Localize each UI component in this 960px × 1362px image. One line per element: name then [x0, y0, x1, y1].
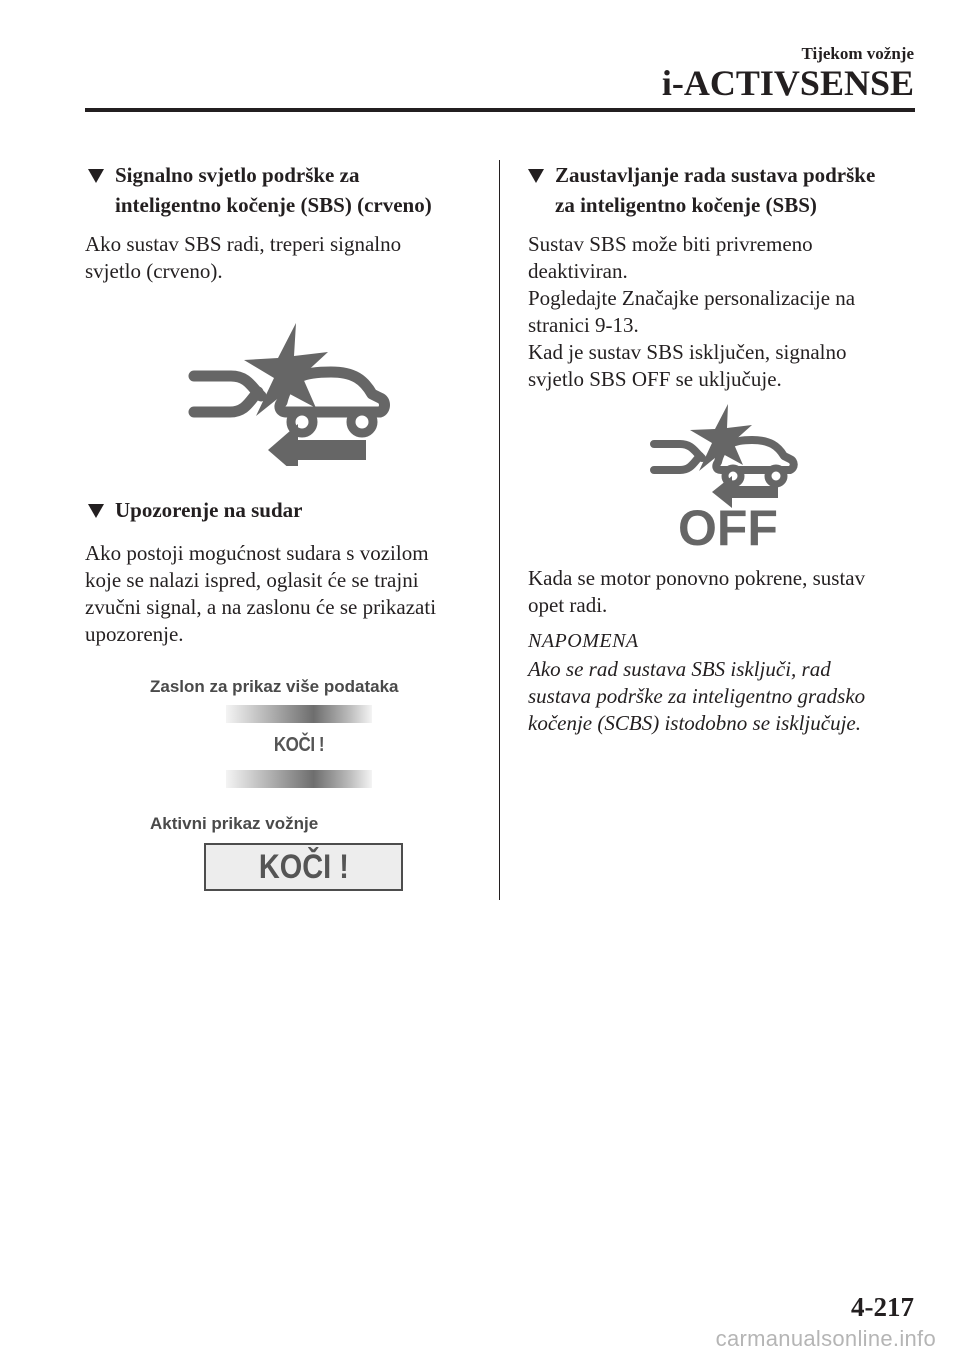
figure-label-active-display: Aktivni prikaz vožnje	[150, 814, 319, 833]
text-line: kočenje (SCBS) istodobno se isključuje.	[528, 711, 861, 735]
text-line: Kada se motor ponovno pokrene, sustav	[528, 566, 866, 590]
heading-collision-warning	[88, 495, 488, 525]
paragraph-sbs-light	[85, 231, 490, 285]
text-line: Ako sustav SBS radi, treperi signalno	[85, 232, 402, 256]
text-line: stranici 9-13.	[528, 313, 639, 337]
off-label: OFF	[678, 500, 778, 550]
sbs-warning-icon	[186, 318, 396, 466]
warning-text-big: KOČI !	[258, 847, 349, 886]
heading-line: Upozorenje na sudar	[115, 498, 303, 522]
note-text	[528, 656, 928, 737]
text-line: Sustav SBS može biti privremeno	[528, 232, 813, 256]
text-line: Ako se rad sustava SBS isključi, rad	[528, 657, 831, 681]
column-divider	[499, 160, 500, 900]
note-title: NAPOMENA	[528, 630, 639, 652]
sbs-off-icon	[648, 400, 808, 550]
text-line: Kad je sustav SBS isključen, signalno	[528, 340, 847, 364]
heading-line: Signalno svjetlo podrške za	[115, 163, 360, 187]
paragraph-collision-warning	[85, 540, 495, 648]
text-line: upozorenje.	[85, 622, 184, 646]
heading-line: inteligentno kočenje (SBS) (crveno)	[115, 193, 432, 217]
text-line: koje se nalazi ispred, oglasit će se trajni	[85, 568, 419, 592]
heading-sbs-light	[88, 160, 488, 220]
paragraph-restart	[528, 565, 928, 619]
display-bar-top	[226, 705, 372, 723]
section-title: i-ACTIVSENSE	[661, 63, 914, 103]
triangle-bullet-icon	[528, 169, 544, 183]
text-line: opet radi.	[528, 593, 608, 617]
paragraph-sbs-stop	[528, 231, 928, 393]
warning-text-small: KOČI !	[273, 734, 325, 756]
text-line: Pogledajte Značajke personalizacije na	[528, 286, 856, 310]
heading-sbs-stop	[528, 160, 928, 220]
heading-line: za inteligentno kočenje (SBS)	[555, 193, 817, 217]
display-bar-bottom	[226, 770, 372, 788]
heading-line: Zaustavljanje rada sustava podrške	[555, 163, 876, 187]
text-line: Ako postoji mogućnost sudara s vozilom	[85, 541, 429, 565]
text-line: zvučni signal, a na zaslonu će se prikazati	[85, 595, 437, 619]
text-line: svjetlo (crveno).	[85, 259, 223, 283]
active-display-warning-box	[204, 843, 403, 891]
page-number: 4-217	[851, 1292, 914, 1322]
triangle-bullet-icon	[88, 504, 104, 518]
text-line: svjetlo SBS OFF se uključuje.	[528, 367, 782, 391]
figure-label-multi-info: Zaslon za prikaz više podataka	[150, 677, 399, 696]
watermark: carmanualsonline.info	[715, 1326, 936, 1351]
chapter-title: Tijekom vožnje	[801, 44, 914, 63]
text-line: deaktiviran.	[528, 259, 628, 283]
text-line: sustava podrške za inteligentno gradsko	[528, 684, 866, 708]
header-rule	[85, 108, 915, 112]
triangle-bullet-icon	[88, 169, 104, 183]
